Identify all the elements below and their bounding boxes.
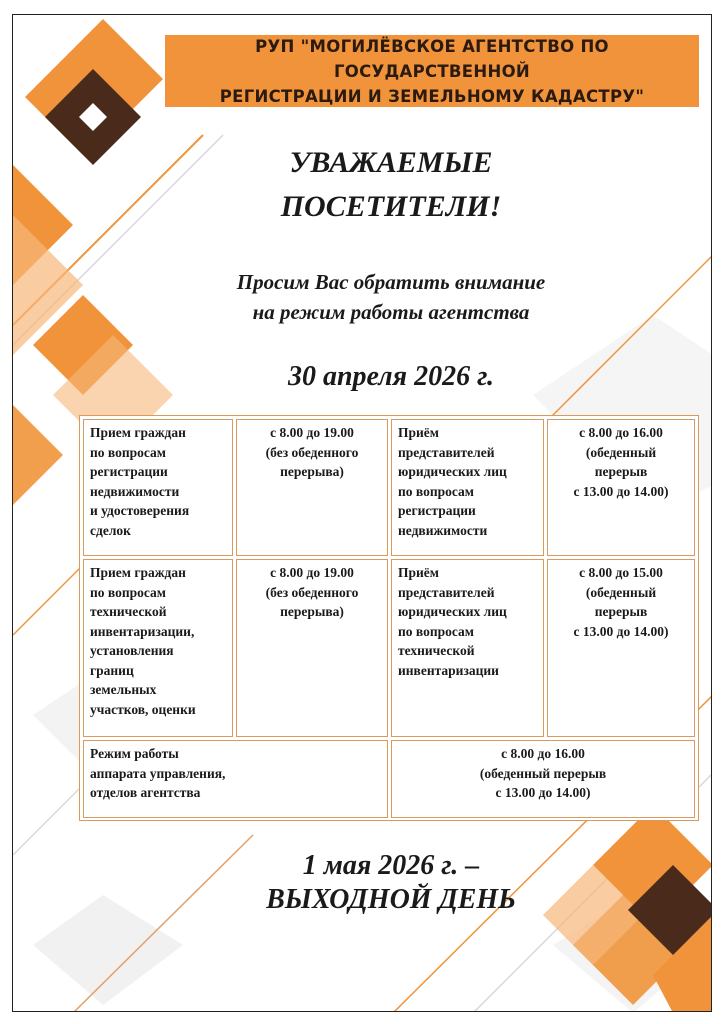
table-cell-hours [236,419,388,556]
gray-diamond-decoration [33,895,183,1005]
table-cell-management-label [83,740,388,818]
day-off-label: ВЫХОДНОЙ ДЕНЬ [266,884,516,915]
management-label: Режим работы аппарата управления, отделов агентства [90,746,226,800]
service-label: Прием граждан по вопросам регистрации недвижимости и удостоверения сделок [90,425,190,538]
table-cell-hours [547,559,695,737]
orange-triangle-decoration [13,405,63,505]
organization-name-line-1: РУП "МОГИЛЁВСКОЕ АГЕНТСТВО ПО ГОСУДАРСТВЕННОЙ [255,36,609,81]
organization-name-line-2: РЕГИСТРАЦИИ И ЗЕМЕЛЬНОМУ КАДАСТРУ" [219,86,645,106]
schedule-table [79,415,699,821]
day-off-date: 1 мая 2026 г. – [302,850,480,881]
organization-banner [165,35,699,107]
table-cell-hours [547,419,695,556]
hours-value: с 8.00 до 19.00 (без обеденного перерыва) [265,565,359,619]
greeting-heading [163,141,619,229]
table-cell-hours [236,559,388,737]
hours-value: с 8.00 до 16.00 (обеденный перерыв с 13.00 до 14.00) [573,425,669,499]
table-cell-management-hours [391,740,695,818]
greeting-line-2: ПОСЕТИТЕЛИ! [280,190,502,223]
service-label: Прием граждан по вопросам технической инвентаризации, установления границ земельных участков, оценки [90,565,196,717]
table-cell-service [83,419,233,556]
schedule-date: 30 апреля 2026 г. [287,361,495,392]
day-off-notice [173,849,609,917]
poster-frame [12,14,712,1012]
hours-value: с 8.00 до 15.00 (обеденный перерыв с 13.00 до 14.00) [573,565,669,639]
management-hours: с 8.00 до 16.00 (обеденный перерыв с 13.00 до 14.00) [479,746,607,800]
service-label: Приём представителей юридических лиц по вопросам регистрации недвижимости [398,425,507,538]
table-cell-service [391,559,544,737]
table-cell-service [391,419,544,556]
organization-name [165,34,699,109]
greeting-line-1: УВАЖАЕМЫЕ [289,146,493,179]
table-cell-service [83,559,233,737]
notice-line-1: Просим Вас обратить внимание [236,270,546,294]
service-label: Приём представителей юридических лиц по вопросам технической инвентаризации [398,565,507,678]
notice-line-2: на режим работы агентства [252,300,530,324]
notice-text [143,267,639,327]
hours-value: с 8.00 до 19.00 (без обеденного перерыва) [265,425,359,479]
